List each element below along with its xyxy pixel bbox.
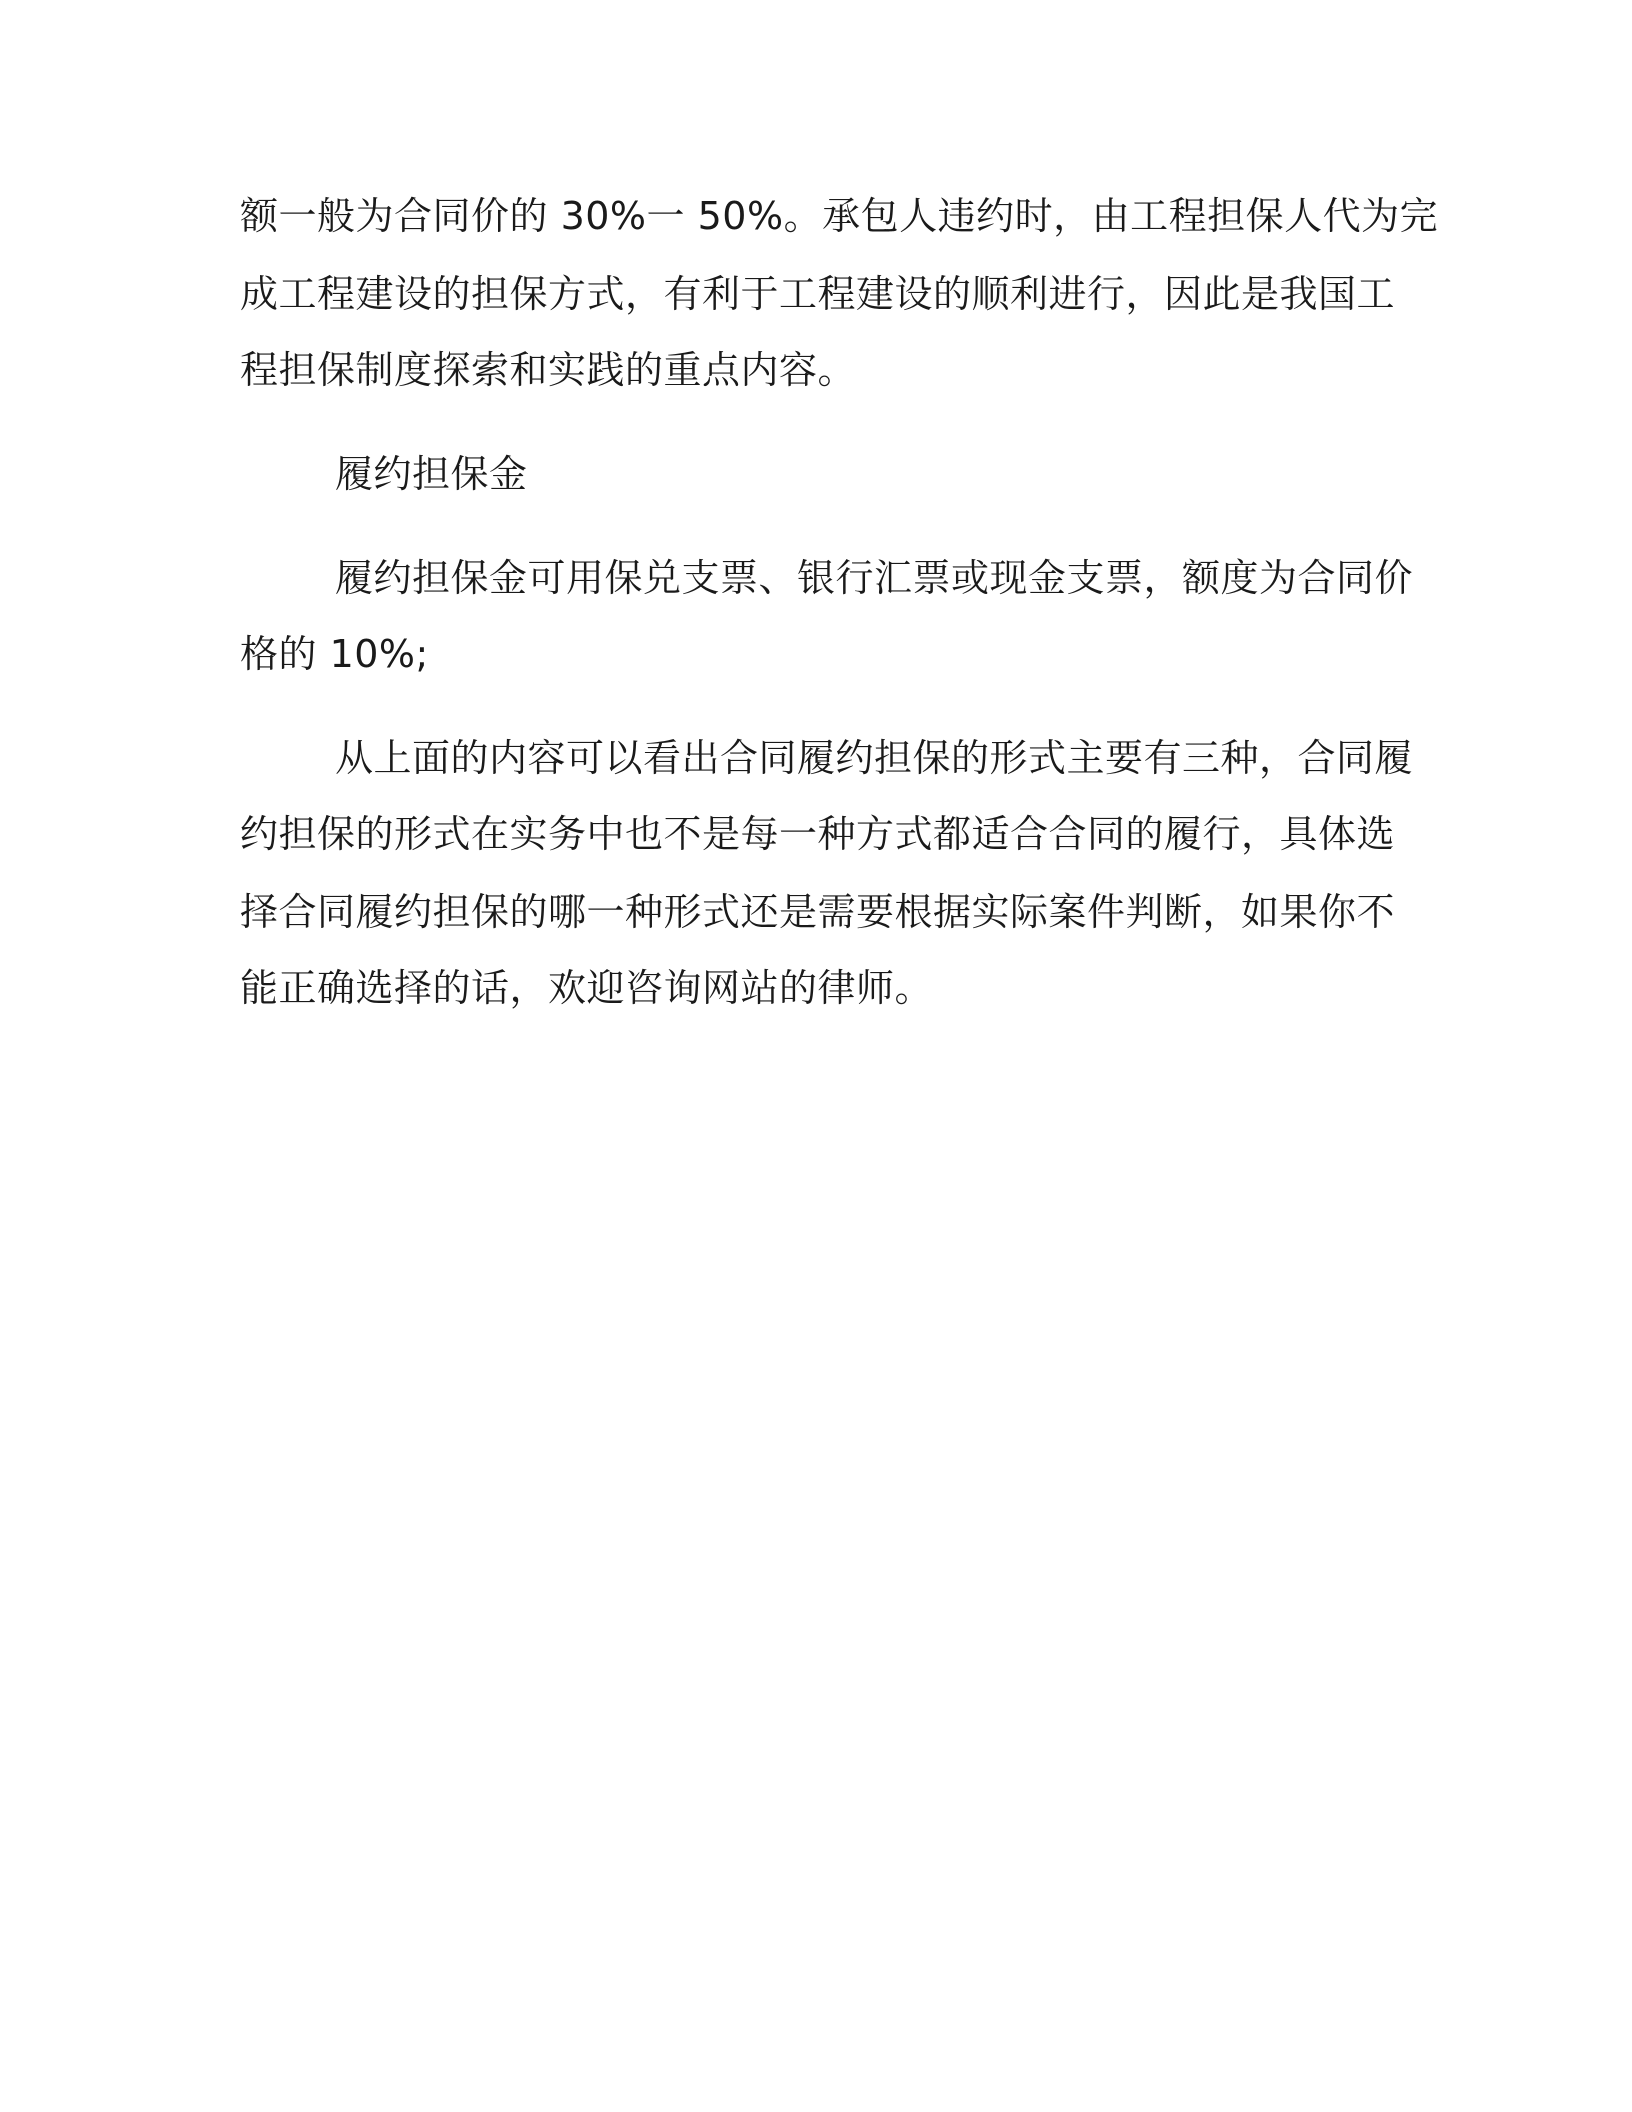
text-line: 履约担保金可用保兑支票、银行汇票或现金支票，额度为合同价 [335,556,1414,600]
text-line: 格的 10%; [240,632,429,676]
text-line: 择合同履约担保的哪一种形式还是需要根据实际案件判断，如果你不 [240,890,1396,934]
text-line: 约担保的形式在实务中也不是每一种方式都适合合同的履行，具体选 [240,812,1396,856]
text-line: 成工程建设的担保方式，有利于工程建设的顺利进行，因此是我国工 [240,272,1396,316]
text-line: 额一般为合同价的 30%一 50%。承包人违约时，由工程担保人代为完 [240,194,1439,238]
section-heading: 履约担保金 [335,452,528,496]
text-line: 程担保制度探索和实践的重点内容。 [240,348,857,392]
text-line: 能正确选择的话，欢迎咨询网站的律师。 [240,966,934,1010]
text-line: 从上面的内容可以看出合同履约担保的形式主要有三种，合同履 [335,736,1414,780]
